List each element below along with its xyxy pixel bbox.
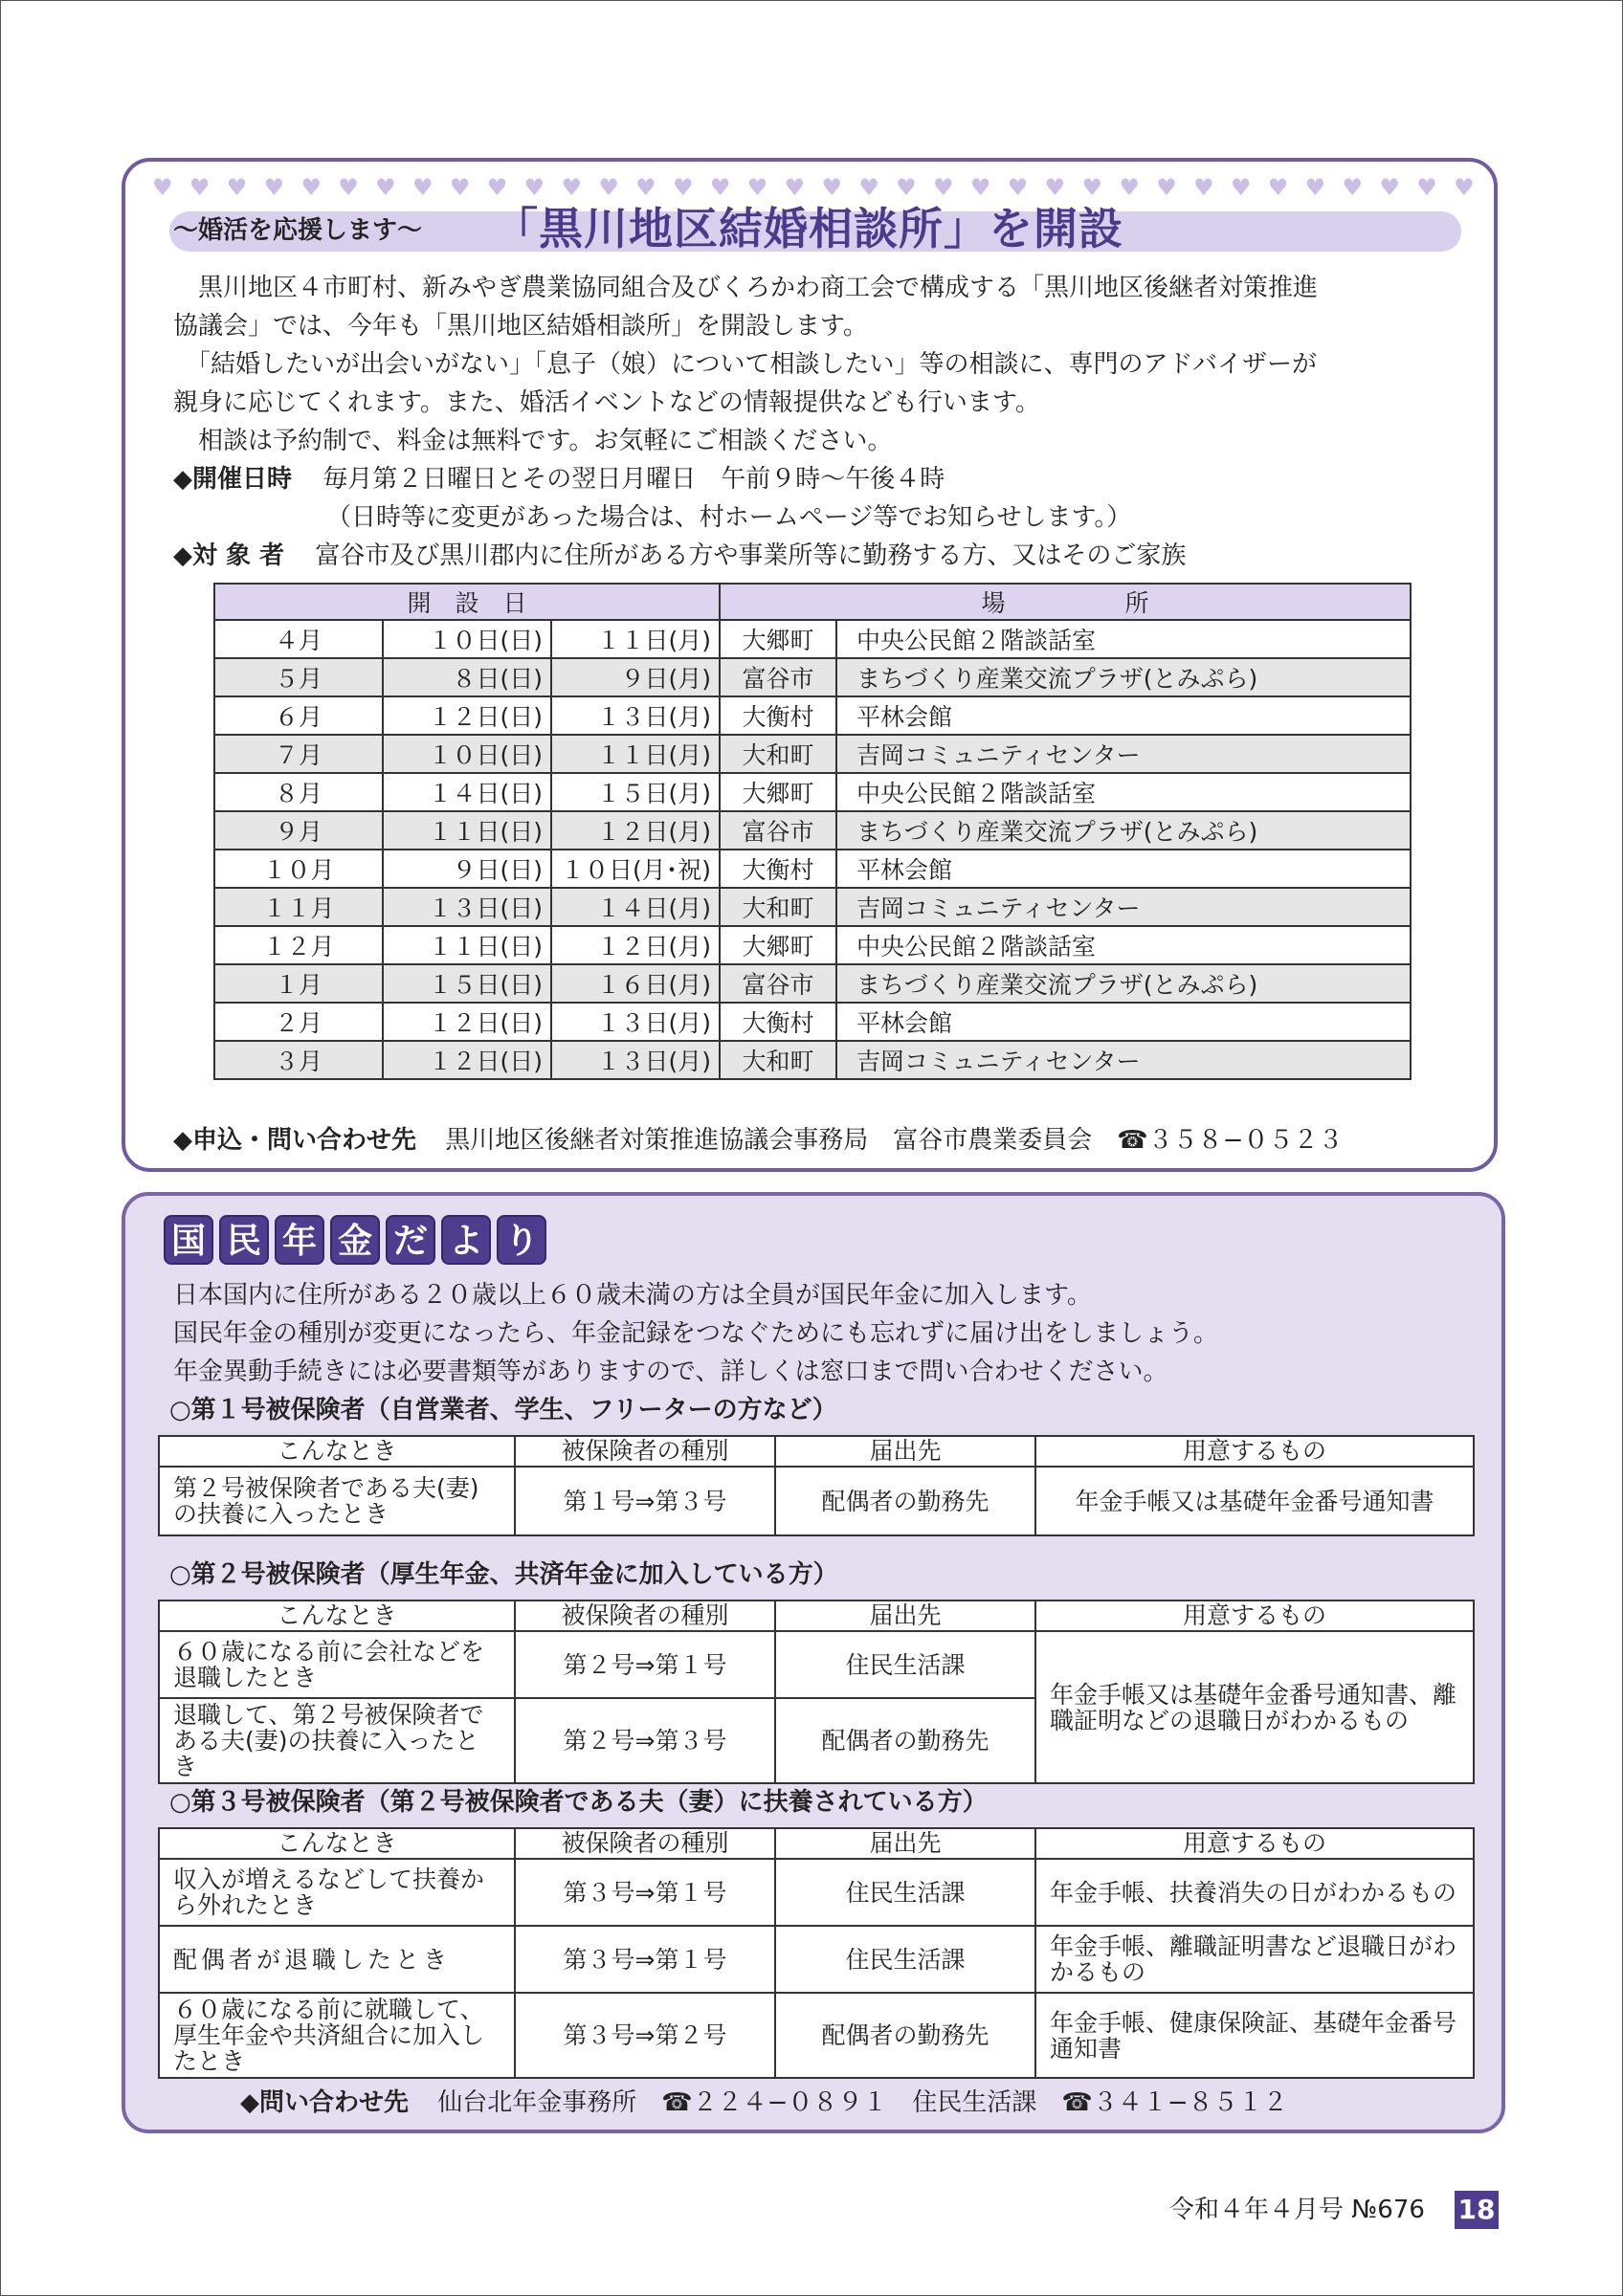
schedule-line [173, 460, 945, 498]
konkatsu-paragraph: 親身に応じてくれます。また、婚活イベントなどの情報提供なども行います。 [173, 388, 1040, 417]
header-place: 場 所 [720, 584, 1411, 620]
cell-place: 吉岡コミュニティセンター [836, 1041, 1411, 1079]
cell-d1: １１日(日) [383, 926, 551, 964]
cell-d1: １０日(日) [383, 735, 551, 773]
cell-d1: ８日(日) [383, 658, 551, 696]
header-type: 被保険者の種別 [515, 1601, 775, 1631]
contact-value: 黒川地区後継者対策推進協議会事務局 富谷市農業委員会 ☎３５８−０５２３ [445, 1126, 1344, 1155]
contact-label: ◆申込・問い合わせ先 [173, 1126, 416, 1155]
schedule-label: ◆開催日時 [173, 465, 292, 494]
cell-d2: １３日(月) [551, 1041, 720, 1079]
contact-label: ◆問い合わせ先 [240, 2088, 409, 2117]
cell-when: ６０歳になる前に会社などを退職したとき [159, 1631, 515, 1698]
cell-d2: １２日(月) [551, 926, 720, 964]
cell-d2: １１日(月) [551, 735, 720, 773]
header-items: 用意するもの [1035, 1828, 1474, 1859]
cell-type: 第３号⇒第１号 [515, 1926, 775, 1993]
konkatsu-paragraph: 黒川地区４市町村、新みやぎ農業協同組合及びくろかわ商工会で構成する「黒川地区後継者対策推進 [173, 274, 1319, 302]
section2-heading: ○第２号被保険者（厚生年金、共済年金に加入している方） [169, 1560, 838, 1589]
cell-when: 配偶者が退職したとき [159, 1926, 515, 1993]
cell-d1: １５日(日) [383, 964, 551, 1003]
target-line [173, 537, 1186, 575]
table-row [214, 850, 1411, 888]
cell-month: ６月 [214, 696, 383, 735]
cell-town: 大郷町 [720, 926, 836, 964]
target-value: 富谷市及び黒川郡内に住所がある方や事業所等に勤務する方、又はそのご家族 [315, 541, 1187, 570]
heart-decoration: ♥ ♥ ♥ ♥ ♥ ♥ ♥ ♥ ♥ ♥ ♥ ♥ ♥ ♥ ♥ ♥ ♥ ♥ ♥ ♥ ♥ ♥ ♥ ♥ ♥ ♥ ♥ ♥ ♥ ♥ ♥ ♥ ♥ ♥ ♥ ♥ [152, 174, 1475, 201]
table-row [214, 926, 1411, 964]
table-row [214, 1003, 1411, 1041]
table-row [214, 773, 1411, 811]
cell-d1: １２日(日) [383, 1003, 551, 1041]
table-row [159, 1859, 1474, 1926]
nenkin-intro: 日本国内に住所がある２０歳以上６０歳未満の方は全員が国民年金に加入します。 [173, 1281, 1092, 1310]
cell-place: まちづくり産業交流プラザ(とみぷら) [836, 964, 1411, 1003]
contact-value: 仙台北年金事務所 ☎２２４−０８９１ 住民生活課 ☎３４１−８５１２ [437, 2088, 1288, 2117]
cell-month: ２月 [214, 1003, 383, 1041]
cell-dest: 配偶者の勤務先 [775, 1698, 1035, 1783]
cell-month: ７月 [214, 735, 383, 773]
cell-when: 第２号被保険者である夫(妻)の扶養に入ったとき [159, 1467, 515, 1535]
cell-dest: 配偶者の勤務先 [775, 1467, 1035, 1535]
header-items: 用意するもの [1035, 1601, 1474, 1631]
cell-town: 大和町 [720, 1041, 836, 1079]
table-row [159, 1467, 1474, 1535]
cell-d2: １１日(月) [551, 620, 720, 658]
table-row [214, 696, 1411, 735]
konkatsu-contact [173, 1121, 1343, 1159]
cell-items: 年金手帳、健康保険証、基礎年金番号通知書 [1035, 1993, 1474, 2078]
cell-town: 大郷町 [720, 773, 836, 811]
table-row [214, 811, 1411, 850]
cell-town: 大和町 [720, 888, 836, 926]
table-row [159, 1993, 1474, 2078]
header-dest: 届出先 [775, 1601, 1035, 1631]
header-when: こんなとき [159, 1436, 515, 1467]
cell-type: 第２号⇒第３号 [515, 1698, 775, 1783]
cell-place: 吉岡コミュニティセンター [836, 888, 1411, 926]
cell-town: 富谷市 [720, 658, 836, 696]
nenkin-section [122, 1192, 1505, 2133]
table-row [214, 1041, 1411, 1079]
cell-place: 平林会館 [836, 696, 1411, 735]
section3-heading: ○第３号被保険者（第２号被保険者である夫（妻）に扶養されている方） [169, 1788, 988, 1817]
cell-month: １２月 [214, 926, 383, 964]
table-row [159, 1926, 1474, 1993]
cell-d2: １２日(月) [551, 811, 720, 850]
title-char: 年 [275, 1215, 324, 1265]
cell-type: 第１号⇒第３号 [515, 1467, 775, 1535]
header-date: 開 設 日 [214, 584, 720, 620]
cell-place: 中央公民館２階談話室 [836, 773, 1411, 811]
cell-type: 第３号⇒第１号 [515, 1859, 775, 1926]
section3-table [158, 1827, 1475, 2079]
cell-type: 第２号⇒第１号 [515, 1631, 775, 1698]
cell-place: 中央公民館２階談話室 [836, 926, 1411, 964]
target-label: ◆対 象 者 [173, 541, 285, 570]
cell-d2: ９日(月) [551, 658, 720, 696]
cell-d1: １４日(日) [383, 773, 551, 811]
cell-dest: 住民生活課 [775, 1926, 1035, 1993]
table-row [214, 735, 1411, 773]
cell-place: まちづくり産業交流プラザ(とみぷら) [836, 658, 1411, 696]
cell-d1: １０日(日) [383, 620, 551, 658]
cell-items: 年金手帳又は基礎年金番号通知書、離職証明などの退職日がわかるもの [1035, 1631, 1474, 1783]
schedule-note: （日時等に変更があった場合は、村ホームページ等でお知らせします。） [326, 503, 1132, 532]
section2-table [158, 1600, 1475, 1784]
issue-label: 令和４年４月号 №676 [1169, 2196, 1425, 2224]
cell-dest: 住民生活課 [775, 1859, 1035, 1926]
title-char: 金 [330, 1215, 380, 1265]
cell-month: ３月 [214, 1041, 383, 1079]
header-dest: 届出先 [775, 1436, 1035, 1467]
cell-month: １１月 [214, 888, 383, 926]
konkatsu-paragraph: 「結婚したいが出会いがない」「息子（娘）について相談したい」等の相談に、専門のアドバイザーが [173, 350, 1317, 379]
header-when: こんなとき [159, 1601, 515, 1631]
cell-place: まちづくり産業交流プラザ(とみぷら) [836, 811, 1411, 850]
cell-month: ５月 [214, 658, 383, 696]
header-when: こんなとき [159, 1828, 515, 1859]
cell-town: 大郷町 [720, 620, 836, 658]
cell-when: ６０歳になる前に就職して、厚生年金や共済組合に加入したとき [159, 1993, 515, 2078]
table-row [159, 1631, 1474, 1698]
cell-town: 富谷市 [720, 964, 836, 1003]
nenkin-contact [240, 2084, 1288, 2122]
cell-d1: １１日(日) [383, 811, 551, 850]
header-type: 被保険者の種別 [515, 1436, 775, 1467]
title-char: 民 [219, 1215, 269, 1265]
nenkin-title [164, 1215, 546, 1265]
cell-d2: １６日(月) [551, 964, 720, 1003]
cell-month: ８月 [214, 773, 383, 811]
schedule-table [213, 583, 1412, 1080]
nenkin-intro: 年金異動手続きには必要書類等がありますので、詳しくは窓口まで問い合わせください。 [173, 1358, 1168, 1386]
cell-month: １０月 [214, 850, 383, 888]
cell-town: 大衡村 [720, 1003, 836, 1041]
cell-month: ４月 [214, 620, 383, 658]
section1-table [158, 1435, 1475, 1536]
cell-d1: １２日(日) [383, 1041, 551, 1079]
cell-town: 富谷市 [720, 811, 836, 850]
cell-d2: １０日(月･祝) [551, 850, 720, 888]
cell-when: 退職して、第２号被保険者である夫(妻)の扶養に入ったとき [159, 1698, 515, 1783]
konkatsu-paragraph: 協議会」では、今年も「黒川地区結婚相談所」を開設します。 [173, 312, 868, 341]
cell-month: ９月 [214, 811, 383, 850]
title-char: 国 [164, 1215, 213, 1265]
cell-d1: ９日(日) [383, 850, 551, 888]
title-char: だ [386, 1215, 435, 1265]
cell-town: 大衡村 [720, 850, 836, 888]
konkatsu-section [122, 158, 1498, 1172]
konkatsu-title: 「黒川地区結婚相談所」を開設 [494, 203, 1123, 254]
konkatsu-subtitle: 〜婚活を応援します〜 [173, 216, 423, 245]
konkatsu-paragraph: 相談は予約制で、料金は無料です。お気軽にご相談ください。 [173, 427, 893, 455]
table-row [214, 964, 1411, 1003]
header-dest: 届出先 [775, 1828, 1035, 1859]
cell-when: 収入が増えるなどして扶養から外れたとき [159, 1859, 515, 1926]
cell-type: 第３号⇒第２号 [515, 1993, 775, 2078]
cell-items: 年金手帳又は基礎年金番号通知書 [1035, 1467, 1474, 1535]
table-row [214, 888, 1411, 926]
cell-d2: １４日(月) [551, 888, 720, 926]
title-char: り [497, 1215, 546, 1265]
cell-d2: １３日(月) [551, 1003, 720, 1041]
cell-d2: １５日(月) [551, 773, 720, 811]
table-row [214, 658, 1411, 696]
cell-d1: １２日(日) [383, 696, 551, 735]
cell-items: 年金手帳、離職証明書など退職日がわかるもの [1035, 1926, 1474, 1993]
table-row [214, 620, 1411, 658]
cell-dest: 住民生活課 [775, 1631, 1035, 1698]
nenkin-intro: 国民年金の種別が変更になったら、年金記録をつなぐためにも忘れずに届け出をしましょう。 [173, 1319, 1219, 1348]
cell-dest: 配偶者の勤務先 [775, 1993, 1035, 2078]
cell-place: 中央公民館２階談話室 [836, 620, 1411, 658]
cell-place: 平林会館 [836, 850, 1411, 888]
page-number: 18 [1455, 2191, 1499, 2229]
schedule-value: 毎月第２日曜日とその翌日月曜日 午前９時〜午後４時 [322, 465, 945, 494]
title-char: よ [441, 1215, 491, 1265]
cell-town: 大和町 [720, 735, 836, 773]
section1-heading: ○第１号被保険者（自営業者、学生、フリーターの方など） [169, 1396, 837, 1424]
cell-town: 大衡村 [720, 696, 836, 735]
header-type: 被保険者の種別 [515, 1828, 775, 1859]
cell-d1: １３日(日) [383, 888, 551, 926]
cell-items: 年金手帳、扶養消失の日がわかるもの [1035, 1859, 1474, 1926]
header-items: 用意するもの [1035, 1436, 1474, 1467]
cell-month: １月 [214, 964, 383, 1003]
cell-place: 平林会館 [836, 1003, 1411, 1041]
cell-d2: １３日(月) [551, 696, 720, 735]
cell-place: 吉岡コミュニティセンター [836, 735, 1411, 773]
